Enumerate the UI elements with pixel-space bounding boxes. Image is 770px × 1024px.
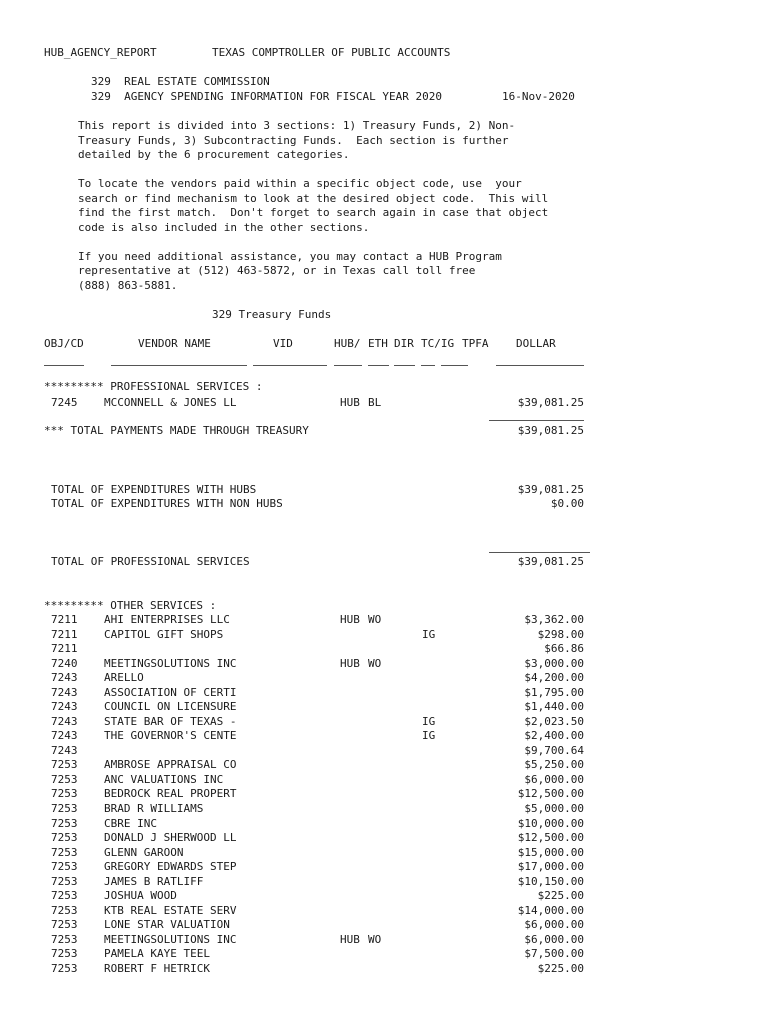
row-amount: $14,000.00 [517, 904, 584, 917]
agency-line: 329 REAL ESTATE COMMISSION [91, 75, 270, 88]
report-date: 16-Nov-2020 [502, 90, 575, 103]
row-vendor: AMBROSE APPRAISAL CO [104, 758, 237, 771]
row-amount: $3,362.00 [524, 613, 584, 626]
row-amount: $12,500.00 [517, 787, 584, 800]
row-obj: 7253 [51, 918, 78, 931]
col-underline [334, 365, 362, 366]
row-obj: 7253 [51, 947, 78, 960]
row-hub: HUB [340, 933, 360, 946]
col-underline [421, 365, 435, 366]
col-underline [253, 365, 327, 366]
row-amount: $12,500.00 [517, 831, 584, 844]
row-obj: 7243 [51, 715, 78, 728]
row-obj: 7240 [51, 657, 78, 670]
col-underline [496, 365, 584, 366]
intro-line: code is also included in the other sections. [78, 221, 370, 234]
row-obj: 7243 [51, 671, 78, 684]
col-header-dollar: DOLLAR [516, 337, 556, 350]
col-underline [368, 365, 389, 366]
row-obj: 7243 [51, 744, 78, 757]
row-obj: 7211 [51, 642, 78, 655]
row-obj: 7253 [51, 962, 78, 975]
row-amount: $3,000.00 [524, 657, 584, 670]
hubs-total-amount: $39,081.25 [517, 483, 584, 496]
row-amount: $6,000.00 [524, 773, 584, 786]
row-amount: $10,150.00 [517, 875, 584, 888]
nonhubs-total-label: TOTAL OF EXPENDITURES WITH NON HUBS [51, 497, 283, 510]
row-vendor: PAMELA KAYE TEEL [104, 947, 210, 960]
intro-line: This report is divided into 3 sections: 1) Treasury Funds, 2) Non- [78, 119, 516, 132]
row-hub: HUB [340, 657, 360, 670]
hubs-total-label: TOTAL OF EXPENDITURES WITH HUBS [51, 483, 257, 496]
row-vendor: MCCONNELL & JONES LL [104, 396, 237, 409]
col-header-hub: HUB/ [334, 337, 361, 350]
row-vendor: GREGORY EDWARDS STEP [104, 860, 237, 873]
report-id: HUB_AGENCY_REPORT [44, 46, 157, 59]
row-vendor: ANC VALUATIONS INC [104, 773, 224, 786]
col-header-vendor: VENDOR NAME [138, 337, 211, 350]
row-amount: $6,000.00 [524, 933, 584, 946]
section-title: 329 Treasury Funds [212, 308, 332, 321]
row-amount: $15,000.00 [517, 846, 584, 859]
col-underline [44, 365, 84, 366]
category-heading: ********* PROFESSIONAL SERVICES : [44, 380, 263, 393]
row-amount: $1,795.00 [524, 686, 584, 699]
row-amount: $10,000.00 [517, 817, 584, 830]
col-header-tpfa: TPFA [462, 337, 489, 350]
row-vendor: ROBERT F HETRICK [104, 962, 210, 975]
col-header-dir: DIR [394, 337, 414, 350]
row-amount: $39,081.25 [517, 396, 584, 409]
row-obj: 7253 [51, 875, 78, 888]
category-total-amount: $39,081.25 [517, 555, 584, 568]
intro-line: (888) 863-5881. [78, 279, 178, 292]
row-amount: $2,023.50 [524, 715, 584, 728]
row-obj: 7253 [51, 773, 78, 786]
category-heading: ********* OTHER SERVICES : [44, 599, 217, 612]
row-vendor: AHI ENTERPRISES LLC [104, 613, 230, 626]
category-total-rule [489, 552, 590, 553]
intro-line: detailed by the 6 procurement categories. [78, 148, 350, 161]
row-hub: HUB [340, 613, 360, 626]
row-vendor: THE GOVERNOR'S CENTE [104, 729, 237, 742]
row-obj: 7253 [51, 802, 78, 815]
row-vendor: ASSOCIATION OF CERTI [104, 686, 237, 699]
treasury-total-amount: $39,081.25 [517, 424, 584, 437]
row-eth: WO [368, 613, 382, 626]
row-eth: WO [368, 657, 382, 670]
col-underline [441, 365, 468, 366]
col-underline [111, 365, 247, 366]
row-obj: 7253 [51, 904, 78, 917]
col-header-objcd: OBJ/CD [44, 337, 84, 350]
intro-line: To locate the vendors paid within a specific object code, use your [78, 177, 522, 190]
row-obj: 7245 [51, 396, 78, 409]
row-obj: 7211 [51, 613, 78, 626]
row-amount: $225.00 [537, 962, 584, 975]
row-obj: 7253 [51, 933, 78, 946]
col-header-eth: ETH [368, 337, 388, 350]
row-obj: 7253 [51, 787, 78, 800]
row-vendor: STATE BAR OF TEXAS - [104, 715, 237, 728]
row-obj: 7253 [51, 758, 78, 771]
row-vendor: JOSHUA WOOD [104, 889, 177, 902]
row-obj: 7253 [51, 846, 78, 859]
row-hub: HUB [340, 396, 360, 409]
row-vendor: DONALD J SHERWOOD LL [104, 831, 237, 844]
intro-line: search or find mechanism to look at the desired object code. This will [78, 192, 549, 205]
intro-line: representative at (512) 463-5872, or in Texas call toll free [78, 264, 476, 277]
row-vendor: COUNCIL ON LICENSURE [104, 700, 237, 713]
row-eth: WO [368, 933, 382, 946]
row-tcig: IG [422, 628, 436, 641]
row-obj: 7243 [51, 729, 78, 742]
row-obj: 7243 [51, 686, 78, 699]
row-vendor: CBRE INC [104, 817, 157, 830]
row-obj: 7211 [51, 628, 78, 641]
row-amount: $1,440.00 [524, 700, 584, 713]
category-total-label: TOTAL OF PROFESSIONAL SERVICES [51, 555, 250, 568]
row-amount: $5,250.00 [524, 758, 584, 771]
row-amount: $6,000.00 [524, 918, 584, 931]
row-amount: $298.00 [537, 628, 584, 641]
row-amount: $17,000.00 [517, 860, 584, 873]
intro-line: If you need additional assistance, you may contact a HUB Program [78, 250, 502, 263]
spending-line: 329 AGENCY SPENDING INFORMATION FOR FISCAL YEAR 2020 [91, 90, 442, 103]
treasury-total-label: *** TOTAL PAYMENTS MADE THROUGH TREASURY [44, 424, 309, 437]
intro-line: find the first match. Don't forget to search again in case that object [78, 206, 549, 219]
row-vendor: GLENN GAROON [104, 846, 184, 859]
row-tcig: IG [422, 715, 436, 728]
row-obj: 7253 [51, 889, 78, 902]
col-header-vid: VID [273, 337, 293, 350]
row-obj: 7253 [51, 860, 78, 873]
row-amount: $9,700.64 [524, 744, 584, 757]
nonhubs-total-amount: $0.00 [550, 497, 584, 510]
row-obj: 7243 [51, 700, 78, 713]
row-amount: $7,500.00 [524, 947, 584, 960]
subtotal-rule [489, 420, 584, 421]
row-vendor: BEDROCK REAL PROPERT [104, 787, 237, 800]
row-amount: $66.86 [544, 642, 584, 655]
row-eth: BL [368, 396, 382, 409]
row-vendor: JAMES B RATLIFF [104, 875, 204, 888]
row-vendor: ARELLO [104, 671, 144, 684]
intro-line: Treasury Funds, 3) Subcontracting Funds. Each section is further [78, 134, 509, 147]
row-amount: $4,200.00 [524, 671, 584, 684]
col-header-tcig: TC/IG [421, 337, 455, 350]
col-underline [394, 365, 415, 366]
row-tcig: IG [422, 729, 436, 742]
row-amount: $225.00 [537, 889, 584, 902]
row-amount: $2,400.00 [524, 729, 584, 742]
row-vendor: LONE STAR VALUATION [104, 918, 230, 931]
row-vendor: MEETINGSOLUTIONS INC [104, 933, 237, 946]
row-vendor: KTB REAL ESTATE SERV [104, 904, 237, 917]
row-vendor: CAPITOL GIFT SHOPS [104, 628, 224, 641]
report-title: TEXAS COMPTROLLER OF PUBLIC ACCOUNTS [212, 46, 451, 59]
row-vendor: BRAD R WILLIAMS [104, 802, 204, 815]
row-obj: 7253 [51, 831, 78, 844]
row-amount: $5,000.00 [524, 802, 584, 815]
row-obj: 7253 [51, 817, 78, 830]
row-vendor: MEETINGSOLUTIONS INC [104, 657, 237, 670]
